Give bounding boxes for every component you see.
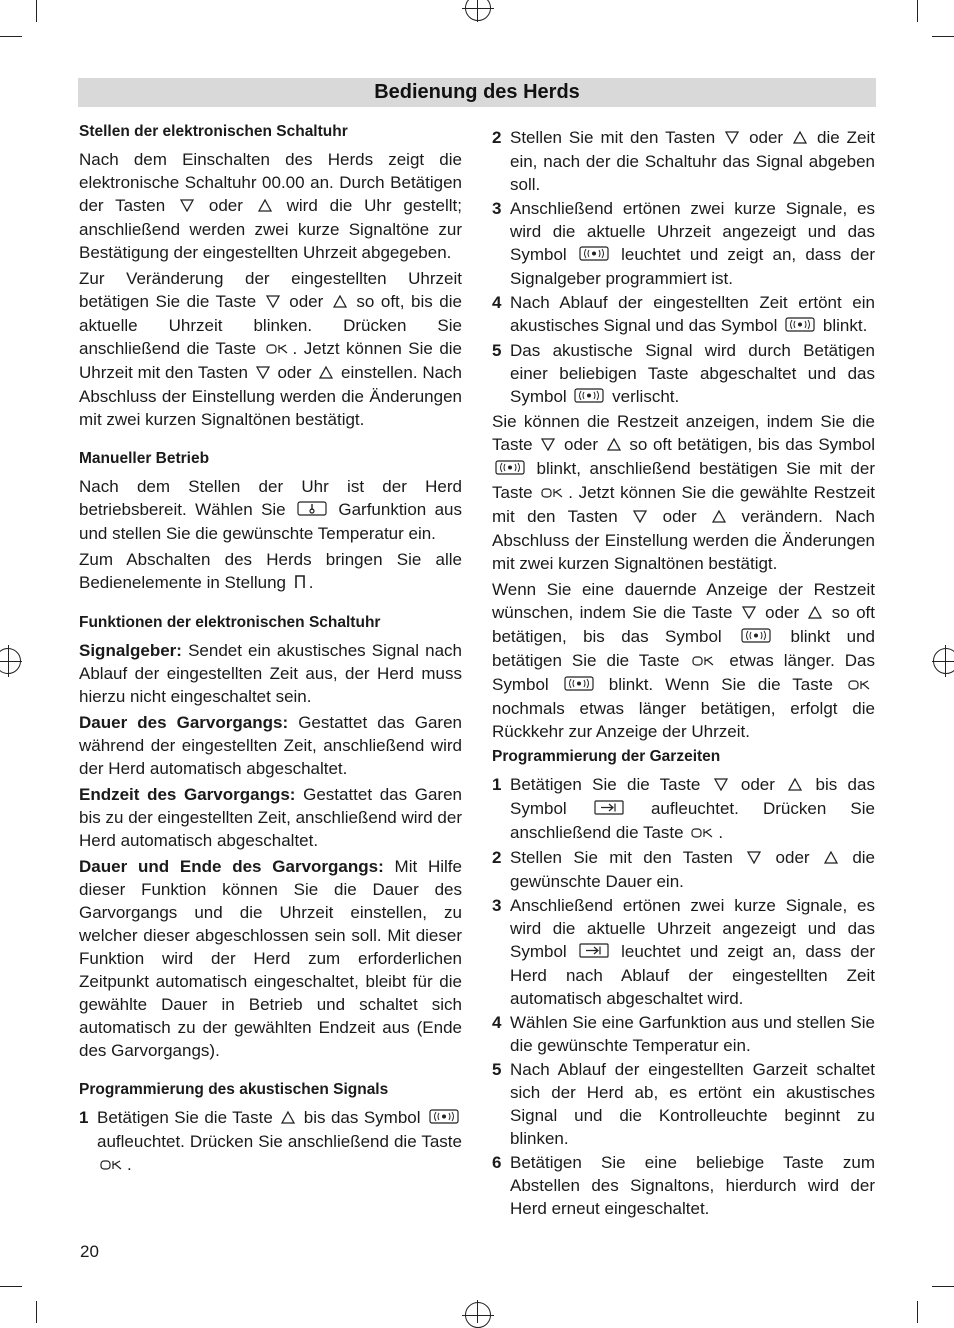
signal-bell-icon [495,458,525,481]
list-item: 5 Nach Ablauf der eingestellten Garzeit schaltet sich der Herd ab, es ertönt ein akustisches Signal und die Kontrolleuchte beginnt zu blinken. [492,1060,875,1149]
signal-bell-icon [741,626,771,649]
triangle-down-icon [742,602,756,625]
section-heading: Programmierung des akustischen Signals [79,1081,389,1099]
triangle-up-icon [788,774,802,797]
list-item: 6 Betätigen Sie eine beliebige Taste zum Abstellen des Signaltons, hierdurch wird der Herd erneut eingeschaltet. [492,1153,875,1219]
crop-mark [917,1301,918,1323]
list-item: 4 Wählen Sie eine Garfunktion aus und stellen Sie die gewünschte Temperatur ein. [492,1013,875,1056]
paragraph: Zum Abschalten des Herds bringen Sie alle Bedienelemente in Stellung . [79,548,462,595]
paragraph: Wenn Sie eine dauernde Anzeige der Restzeit wünschen, indem Sie die Taste oder so oft betätigen, bis das Symbol blinkt und betätigen Sie die Taste etwas länger. Das Symbol blinkt. Wenn Sie die Taste nochmals etwas länger betätigen, erfolgt die Rückkehr zur Anzeige der Uhrzeit. [492,580,875,742]
page-number: 20 [80,1242,99,1261]
triangle-down-icon [541,434,555,457]
triangle-down-icon [256,362,270,385]
triangle-up-icon [793,127,807,150]
paragraph: Sie können die Restzeit anzeigen, indem Sie die Taste oder so oft betätigen, bis das Symbol blinkt, anschließend bestätigen Sie mit der Taste . Jetzt können Sie die gewählte Restzeit mit den Tasten oder verändern. Nach Abschluss der Einstellung werden die Änderungen mit zwei kurzen Signaltönen bestätigt. [492,412,876,574]
list-item: 3 Anschließend ertönen zwei kurze Signale, es wird die aktuelle Uhrzeit angezeigt und das Symbol leuchtet und zeigt an, dass der Herd nach Ablauf der eingestellten Zeit automatisch abgeschaltet wird. [492,896,875,1009]
crop-mark [36,0,37,22]
list-item: 3 Anschließend ertönen zwei kurze Signale, es wird die aktuelle Uhrzeit angezeigt und das Symbol leuchtet und zeigt an, dass der Signalgeber programmiert ist. [492,199,875,289]
triangle-down-icon [747,847,761,870]
list-item: 4 Nach Ablauf der eingestellten Zeit ertönt ein akustisches Signal und das Symbol blinkt. [492,291,875,338]
signal-bell-icon [579,244,609,267]
crop-mark [932,1286,954,1287]
triangle-up-icon [281,1107,295,1130]
crop-mark [917,0,918,22]
ok-key-icon [541,482,565,505]
triangle-up-icon [808,602,822,625]
triangle-down-icon [180,195,194,218]
paragraph: Nach dem Stellen der Uhr ist der Herd betriebsbereit. Wählen Sie Garfunktion aus und stellen Sie die gewünschte Temperatur ein. [79,477,462,544]
right-column [492,126,875,1221]
triangle-down-icon [266,291,280,314]
triangle-down-icon [633,506,647,529]
section-heading: Stellen der elektronischen Schaltuhr [79,123,348,140]
signal-bell-icon [429,1107,459,1130]
list-item: 5 Das akustische Signal wird durch Betätigen einer beliebigen Taste abgeschaltet und das Symbol verlischt. [492,339,875,409]
section-heading: Funktionen der elektronischen Schaltuhr [79,614,381,632]
off-position-icon [294,572,306,595]
ok-key-icon [691,822,715,845]
paragraph: Signalgeber: Sendet ein akustisches Signal nach Ablauf der eingestellten Zeit aus, der Herd muss hierzu nicht eingeschaltet sein. [79,641,462,707]
duration-arrow-icon [594,798,624,821]
triangle-down-icon [714,774,728,797]
ok-key-icon [692,650,716,673]
signal-bell-icon [564,674,594,697]
triangle-up-icon [258,195,272,218]
triangle-up-icon [319,362,333,385]
crop-mark [0,36,22,37]
section-heading: Manueller Betrieb [79,450,210,468]
triangle-down-icon [725,127,739,150]
paragraph: Zur Veränderung der eingestellten Uhrzeit betätigen Sie die Taste oder so oft, bis die aktuelle Uhrzeit blinken. Drücken Sie anschließend die Taste . Jetzt können Sie die Uhrzeit mit den Tasten oder einstellen. Nach Abschluss der Einstellung werden die Änderungen mit zwei kurzen Signaltönen bestätigt. [79,269,463,430]
crop-mark [0,1286,22,1287]
crop-mark [36,1301,37,1323]
page-header [78,78,876,107]
ok-key-icon [266,338,290,361]
signal-bell-icon [574,386,604,409]
list-item: 1 Betätigen Sie die Taste bis das Symbol aufleuchtet. Drücken Sie anschließend die Taste . [79,1106,462,1177]
section-heading: Programmierung der Garzeiten [492,748,721,766]
paragraph: Dauer und Ende des Garvorgangs: Mit Hilfe dieser Funktion können Sie die Dauer des Garvorgangs und die Uhrzeit einstellen, zu welcher dieser abgeschlossen sein soll. Mit dieser Funktion wird der Herd zum erforderlichen Zeitpunkt automatisch eingeschaltet, bleibt für die gewählte Dauer in Betrieb und schaltet sich automatisch zu der gewählten Endzeit aus (Ende des Garvorgangs). [79,857,462,1061]
registration-mark [465,0,491,21]
list-item: 2 Stellen Sie mit den Tasten oder die Zeit ein, nach der die Schaltuhr das Signal abgeben soll. [492,128,875,195]
triangle-up-icon [712,506,726,529]
paragraph: Nach dem Einschalten des Herds zeigt die elektronische Schaltuhr 00.00 an. Durch Betätigen der Tasten oder wird die Uhr gestellt; anschließend werden zwei kurze Signaltöne zur Bestätigung der eingestellten Uhrzeit abgegeben. [79,150,462,263]
paragraph: Endzeit des Garvorgangs: Gestattet das Garen bis zu der eingestellten Zeit, anschließend wird der Herd automatisch abgeschaltet. [79,785,462,851]
thermometer-icon [297,499,327,522]
crop-mark [932,36,954,37]
list-item: 2 Stellen Sie mit den Tasten oder die gewünschte Dauer ein. [492,848,876,892]
page-title: Bedienung des Herds [374,81,580,103]
paragraph: Dauer des Garvorgangs: Gestattet das Garen während der eingestellten Zeit, anschließend wird der Herd automatisch abgeschaltet. [79,713,462,779]
ok-key-icon [848,674,872,697]
triangle-up-icon [333,291,347,314]
duration-arrow-icon [579,941,609,964]
ok-key-icon [100,1154,124,1177]
signal-bell-icon [785,315,815,338]
triangle-up-icon [824,847,838,870]
list-item: 1 Betätigen Sie die Taste oder bis das Symbol aufleuchtet. Drücken Sie anschließend die Taste . [492,773,875,845]
left-column [79,121,462,1178]
triangle-up-icon [607,434,621,457]
